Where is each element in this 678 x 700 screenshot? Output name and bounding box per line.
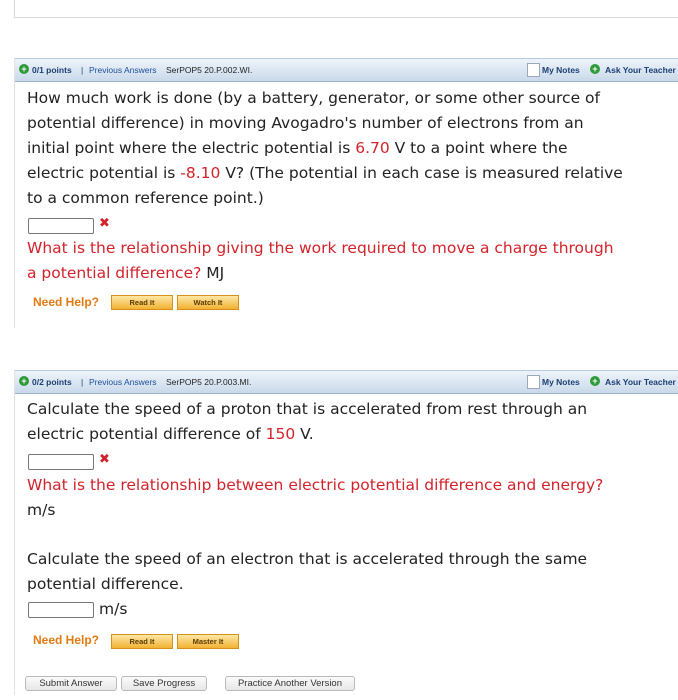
expand-icon[interactable]: +: [19, 64, 29, 74]
hint-1: [27, 236, 614, 286]
unit-ms-1: m/s: [27, 501, 56, 519]
hint-1-line-1: What is the relationship giving the work required to move a charge through: [27, 239, 614, 257]
hint-2: [27, 473, 603, 498]
ask-teacher-button[interactable]: Ask Your Teacher: [605, 65, 676, 75]
q1-line-4b: V? (The potential in each case is measured relative: [220, 164, 623, 182]
q1-line-2: potential difference) in moving Avogadro's number of electrons from an: [27, 114, 584, 132]
q2-line-3: Calculate the speed of an electron that is accelerated through the same: [27, 550, 588, 568]
previous-answers-link[interactable]: Previous Answers: [89, 377, 157, 387]
q1-line-3b: V to a point where the: [389, 139, 568, 157]
incorrect-icon: ✖: [99, 452, 110, 467]
q1-line-4: [27, 161, 623, 186]
ask-teacher-icon[interactable]: +: [590, 376, 600, 386]
unit-mj: MJ: [206, 264, 225, 282]
master-it-button[interactable]: Master It: [177, 634, 239, 649]
q2-line-2: [27, 422, 587, 447]
save-progress-button[interactable]: Save Progress: [121, 676, 207, 691]
value-voltage: 150: [265, 425, 296, 443]
q2-line-1: Calculate the speed of a proton that is accelerated from rest through an: [27, 400, 588, 418]
read-it-button[interactable]: Read It: [111, 295, 173, 310]
q1-line-3a: initial point where the electric potential is: [27, 139, 356, 157]
question-2: [14, 370, 678, 695]
ask-teacher-icon[interactable]: +: [590, 64, 600, 74]
q1-line-1: How much work is done (by a battery, generator, or some other source of: [27, 89, 600, 107]
question-code: SerPOP5 20.P.003.MI.: [166, 377, 252, 387]
my-notes-button[interactable]: My Notes: [542, 65, 580, 75]
need-help-label: Need Help?: [33, 295, 100, 309]
expand-icon[interactable]: +: [19, 376, 29, 386]
answer-input-1[interactable]: [28, 218, 94, 234]
question-1-header: [15, 58, 678, 82]
previous-question-frame: [14, 0, 678, 18]
separator: |: [81, 65, 84, 75]
q2-line-2a: electric potential difference of: [27, 425, 266, 443]
notes-checkbox[interactable]: [527, 375, 540, 389]
question-2-header: [15, 370, 678, 394]
q2-line-2b: V.: [295, 425, 314, 443]
read-it-button[interactable]: Read It: [111, 634, 173, 649]
hint-1-line-2: [27, 261, 614, 286]
question-1-text: [27, 86, 623, 211]
hint-1-line-2a: a potential difference?: [27, 264, 202, 282]
answer-input-2a[interactable]: [28, 454, 94, 470]
watch-it-button[interactable]: Watch It: [177, 295, 239, 310]
value-b: -8.10: [180, 164, 221, 182]
question-2b-text: [27, 547, 587, 597]
q2-line-4: potential difference.: [27, 575, 184, 593]
incorrect-icon: ✖: [99, 216, 110, 231]
points-label: 0/1 points: [32, 65, 72, 75]
hint-2-line: What is the relationship between electric potential difference and energy?: [27, 476, 604, 494]
need-help-label: Need Help?: [33, 633, 100, 647]
points-label: 0/2 points: [32, 377, 72, 387]
ask-teacher-button[interactable]: Ask Your Teacher: [605, 377, 676, 387]
question-1: [14, 58, 678, 328]
unit-ms-2: m/s: [99, 600, 128, 618]
notes-checkbox[interactable]: [527, 63, 540, 77]
q1-line-4a: electric potential is: [27, 164, 181, 182]
my-notes-button[interactable]: My Notes: [542, 377, 580, 387]
q1-line-3: [27, 136, 623, 161]
question-code: SerPOP5 20.P.002.WI.: [166, 65, 253, 75]
separator: |: [81, 377, 84, 387]
question-2-text: [27, 397, 587, 447]
submit-answer-button[interactable]: Submit Answer: [25, 676, 117, 691]
previous-answers-link[interactable]: Previous Answers: [89, 65, 157, 75]
answer-input-2b[interactable]: [28, 602, 94, 618]
value-a: 6.70: [355, 139, 390, 157]
q1-line-5: to a common reference point.): [27, 189, 264, 207]
practice-another-version-button[interactable]: Practice Another Version: [225, 676, 355, 691]
